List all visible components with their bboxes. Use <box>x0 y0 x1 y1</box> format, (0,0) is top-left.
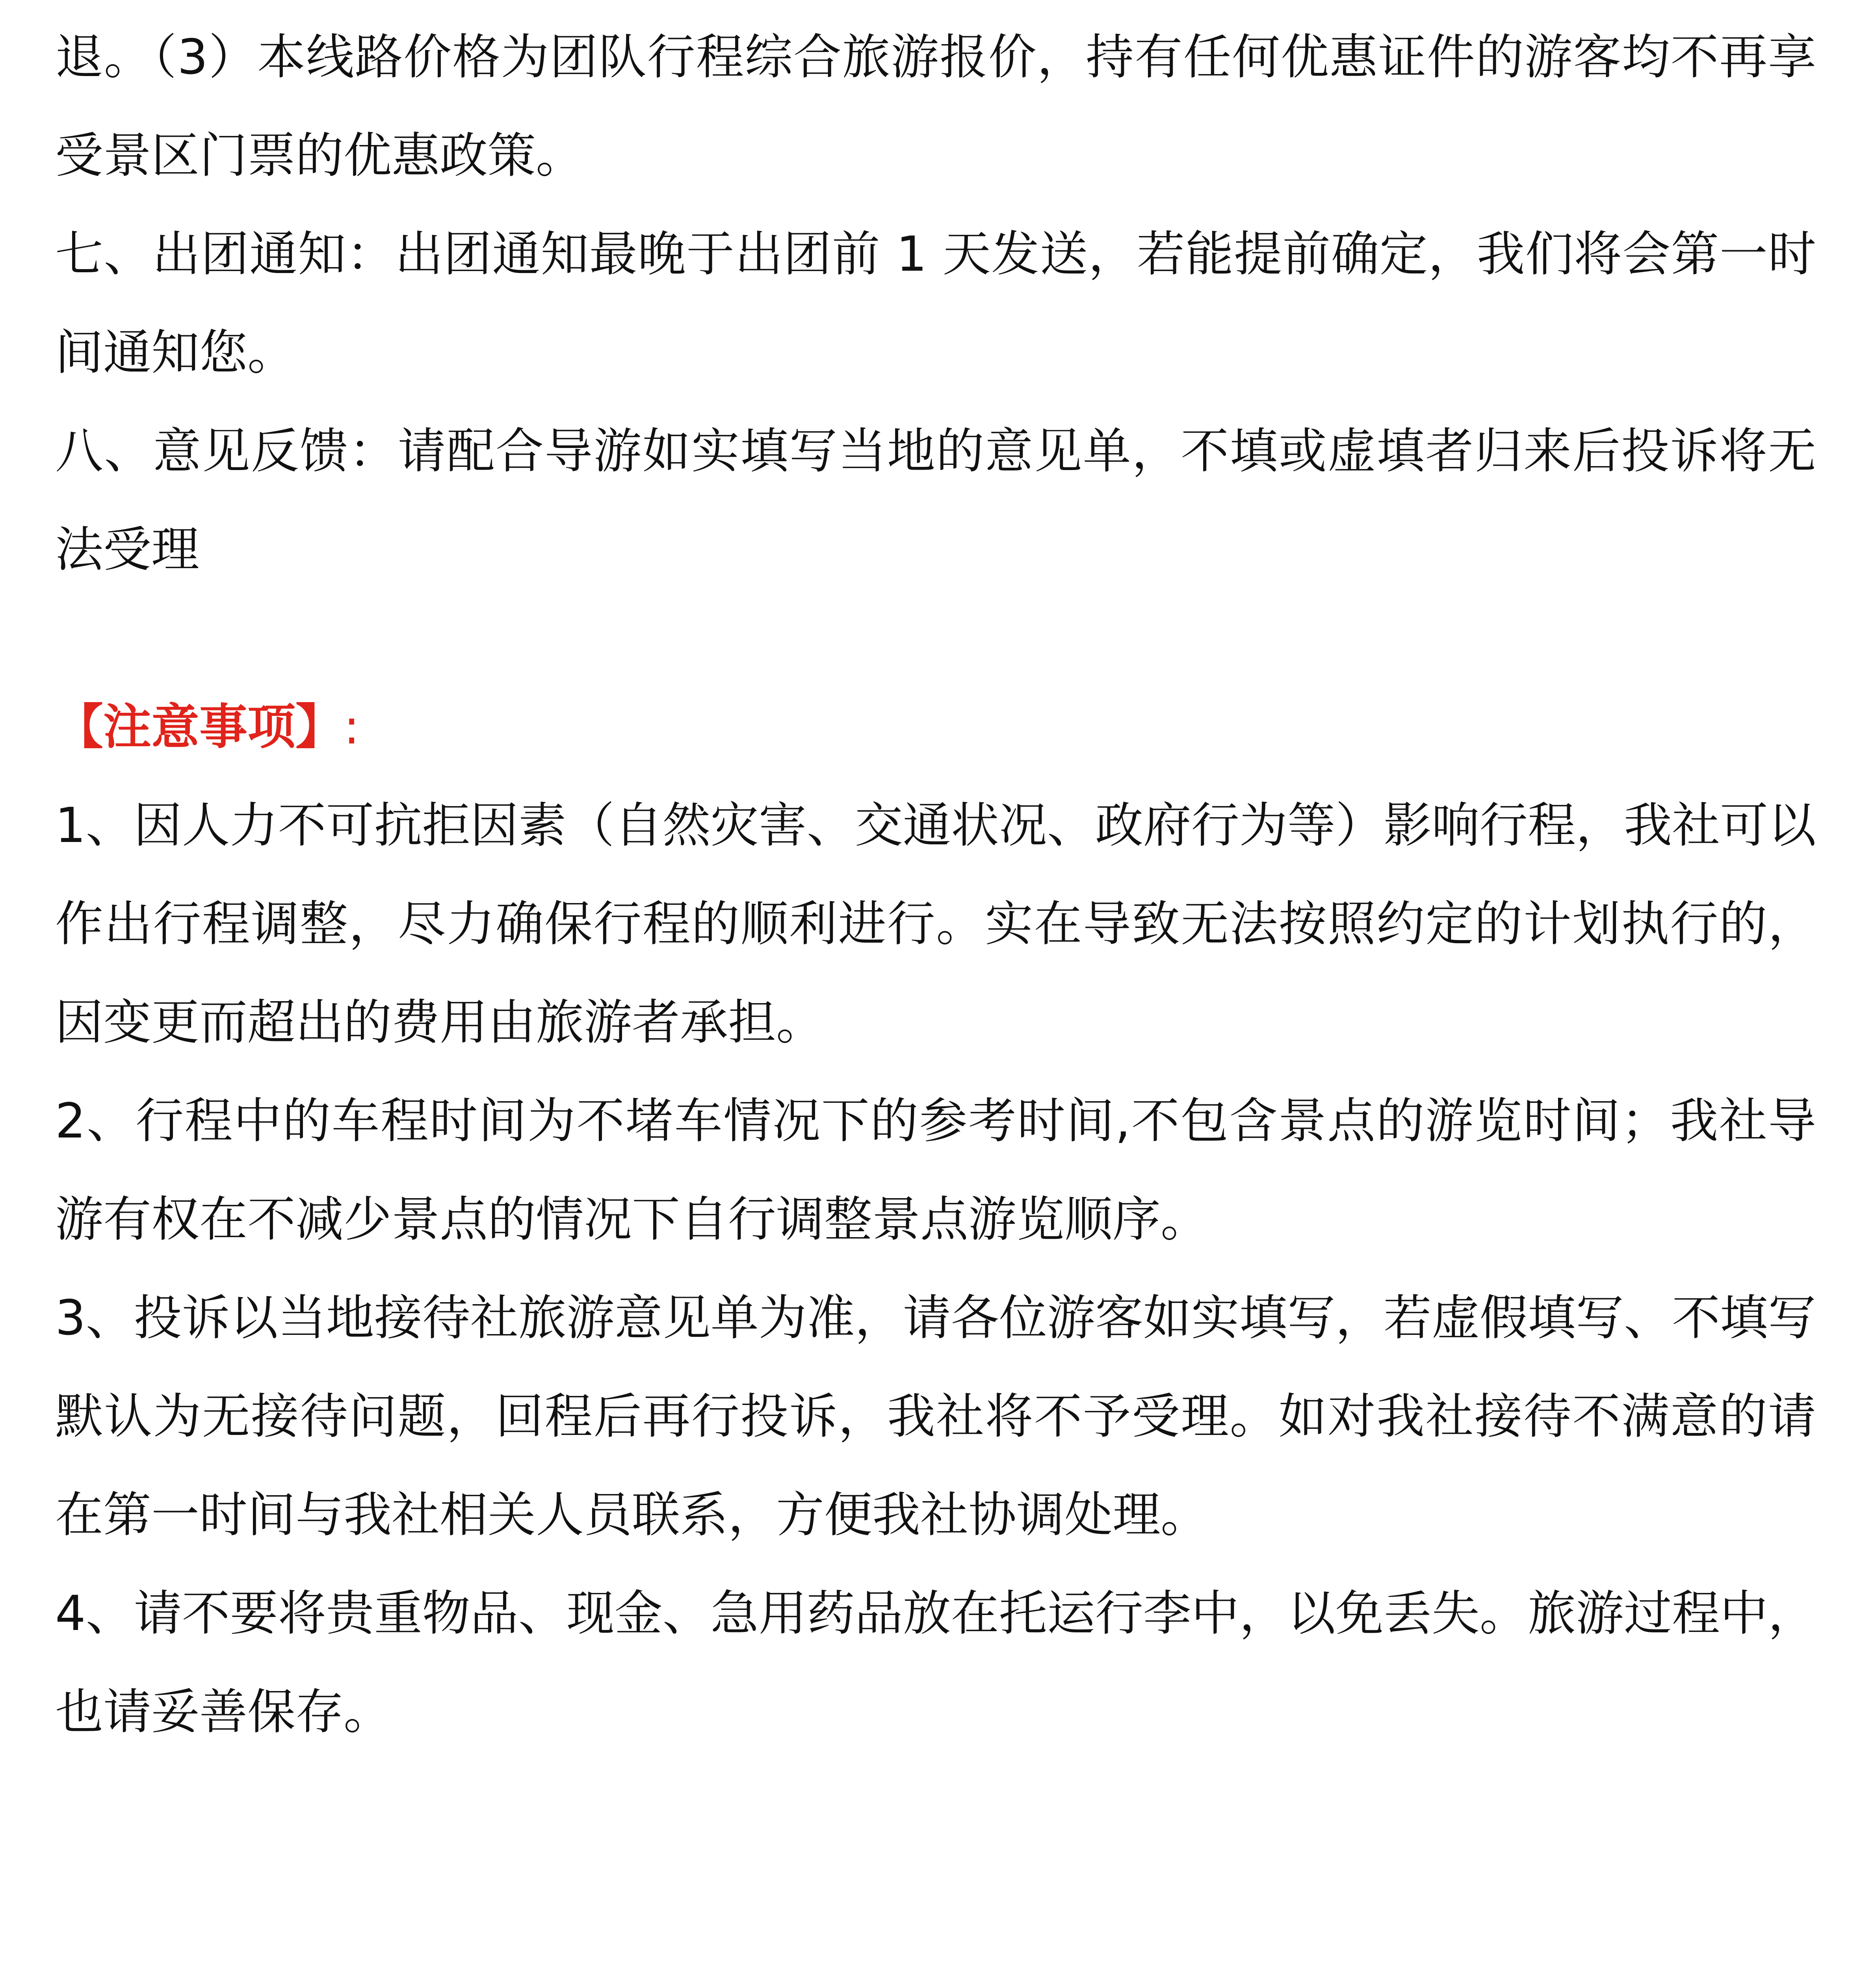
departure-notice-paragraph: 七、出团通知：出团通知最晚于出团前 1 天发送，若能提前确定，我们将会第一时间通知您。 <box>55 226 1816 381</box>
precautions-heading-colon: : <box>344 699 360 755</box>
precaution-item-2: 2、行程中的车程时间为不堵车情况下的参考时间,不包含景点的游览时间；我社导游有权在不减少景点的情况下自行调整景点游览顺序。 <box>55 1093 1816 1247</box>
section-spacer <box>55 599 1816 678</box>
refund-policy-continuation: 退。（3）本线路价格为团队行程综合旅游报价，持有任何优惠证件的游客均不再享受景区门票的优惠政策。 <box>55 29 1816 184</box>
precaution-item-1: 1、因人力不可抗拒因素（自然灾害、交通状况、政府行为等）影响行程，我社可以作出行程调整，尽力确保行程的顺利进行。实在导致无法按照约定的计划执行的，因变更而超出的费用由旅游者承担。 <box>55 797 1816 1050</box>
document-body <box>55 8 1816 1970</box>
footer-spacer <box>55 1761 1816 1970</box>
precautions-heading-label: 【注意事项】 <box>55 699 344 755</box>
precautions-heading <box>55 678 1816 776</box>
precaution-item-4: 4、请不要将贵重物品、现金、急用药品放在托运行李中，以免丢失。旅游过程中，也请妥善保存。 <box>55 1585 1816 1740</box>
precaution-item-3: 3、投诉以当地接待社旅游意见单为准，请各位游客如实填写，若虚假填写、不填写默认为无接待问题，回程后再行投诉，我社将不予受理。如对我社接待不满意的请在第一时间与我社相关人员联系，方便我社协调处理。 <box>55 1290 1816 1543</box>
feedback-paragraph: 八、意见反馈：请配合导游如实填写当地的意见单，不填或虚填者归来后投诉将无法受理 <box>55 423 1816 578</box>
